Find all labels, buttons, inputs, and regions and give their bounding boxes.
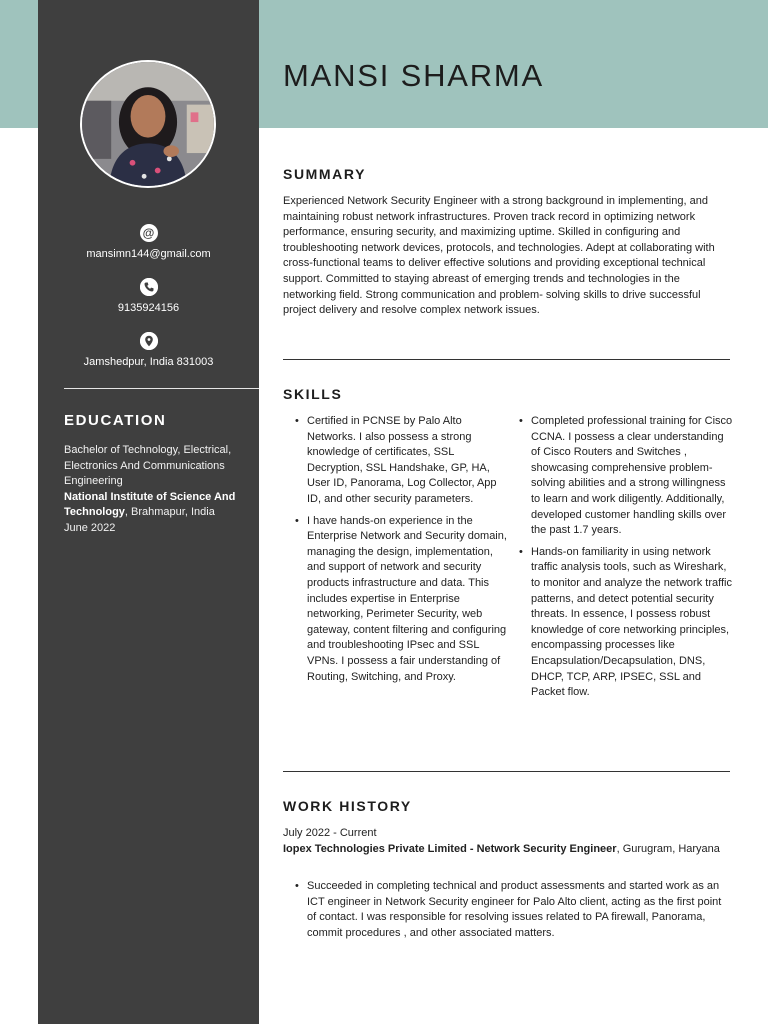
phone-icon	[140, 278, 158, 296]
skill-item: • Completed professional training for Cisco CCNA. I possess a clear understanding of Cisco Routers and Switches , showcasing comprehensive problem-solving abilities and a strong willingness to learn and work diligently. Additionally, developed customer handling skills over the past 1.7 years.	[507, 414, 733, 539]
job-separator: -	[466, 843, 477, 855]
skill-item: • Hands-on familiarity in using network traffic analysis tools, such as Wireshark, to monitor and analyze the network traffic patterns, and detect potential security threats. In essence, I possess robust knowledge of core networking principles, encompassing processes like Encapsulation/Decapsulation, DNS, DHCP, TCP, ARP, IPSEC, SSL and Packet flow.	[507, 545, 733, 701]
skills-divider	[283, 771, 730, 772]
sidebar	[38, 0, 259, 1024]
email-text[interactable]: mansimn144@gmail.com	[86, 248, 211, 260]
job-role: Network Security Engineer	[476, 843, 617, 855]
summary-text: Experienced Network Security Engineer with a strong background in implementing, and maintaining robust network infrastructures. Proven track record in optimizing network performance, ensuring security, and maximizing uptime. Skilled in configuring and troubleshooting network devices, protocols, and technologies. Adept at collaborating with cross-functional teams to deliver effective solutions and providing exceptional technical support. Committed to staying abreast of emerging trends and technologies in the networking field. Strong communication and problem- solving skills to drive successful project delivery and resolve complex network issues.	[283, 195, 715, 317]
location-text: Jamshedpur, India 831003	[83, 356, 214, 368]
skills-column-right	[507, 414, 733, 707]
skill-item: • Certified in PCNSE by Palo Alto Networks. I also possess a strong knowledge of certificates, SSL Decryption, SSL Handshake, GP, HA, User ID, Panorama, Log Collector, App ID, and other security parameters.	[283, 414, 507, 508]
candidate-name: MANSI SHARMA	[283, 58, 545, 93]
profile-photo	[80, 60, 216, 188]
summary-divider	[283, 359, 730, 360]
education-degree: Bachelor of Technology, Electrical, Electronics And Communications Engineering	[64, 444, 232, 488]
job-bullets	[283, 879, 733, 941]
job-date: July 2022 - Current	[283, 827, 377, 839]
skills-column-left	[283, 414, 507, 691]
contact-location	[38, 332, 259, 368]
job-title-line	[283, 842, 730, 858]
skill-item: • I have hands-on experience in the Enterprise Network and Security domain, managing the design, implementation, and support of network and security products infrastructure and data. This includes expertise in Enterprise networking, Perimeter Security, web gateway, content filtering and configuring and troubleshooting IPsec and SSL VPNs. I possess a fair understanding of Routing, Switching, and Proxy.	[283, 514, 507, 686]
job-location: , Gurugram, Haryana	[616, 843, 720, 855]
phone-text[interactable]: 9135924156	[117, 302, 180, 314]
at-icon: @	[140, 224, 158, 242]
education-institution: National Institute of Science And Technology	[64, 490, 236, 519]
work-history-heading: WORK HISTORY	[283, 798, 412, 814]
job-bullet: • Succeeded in completing technical and product assessments and started work as an ICT engineer in Network Security engineer for Palo Alto client, acting as the first point of contact. I was responsible for resolving issues related to PA firewall, Panorama, commit procedures , and other associated matters.	[283, 879, 733, 941]
skills-heading: SKILLS	[283, 386, 343, 402]
profile-photo-image	[82, 62, 214, 186]
summary-heading: SUMMARY	[283, 166, 367, 182]
contact-phone	[38, 278, 259, 314]
location-pin-icon	[140, 332, 158, 350]
contact-email	[38, 224, 259, 260]
job-company: Iopex Technologies Private Limited	[283, 843, 467, 855]
education-heading: EDUCATION	[64, 412, 167, 429]
education-entry	[64, 443, 239, 537]
education-location: , Brahmapur, India	[124, 506, 215, 519]
sidebar-divider	[64, 388, 259, 389]
education-date: June 2022	[64, 521, 116, 534]
